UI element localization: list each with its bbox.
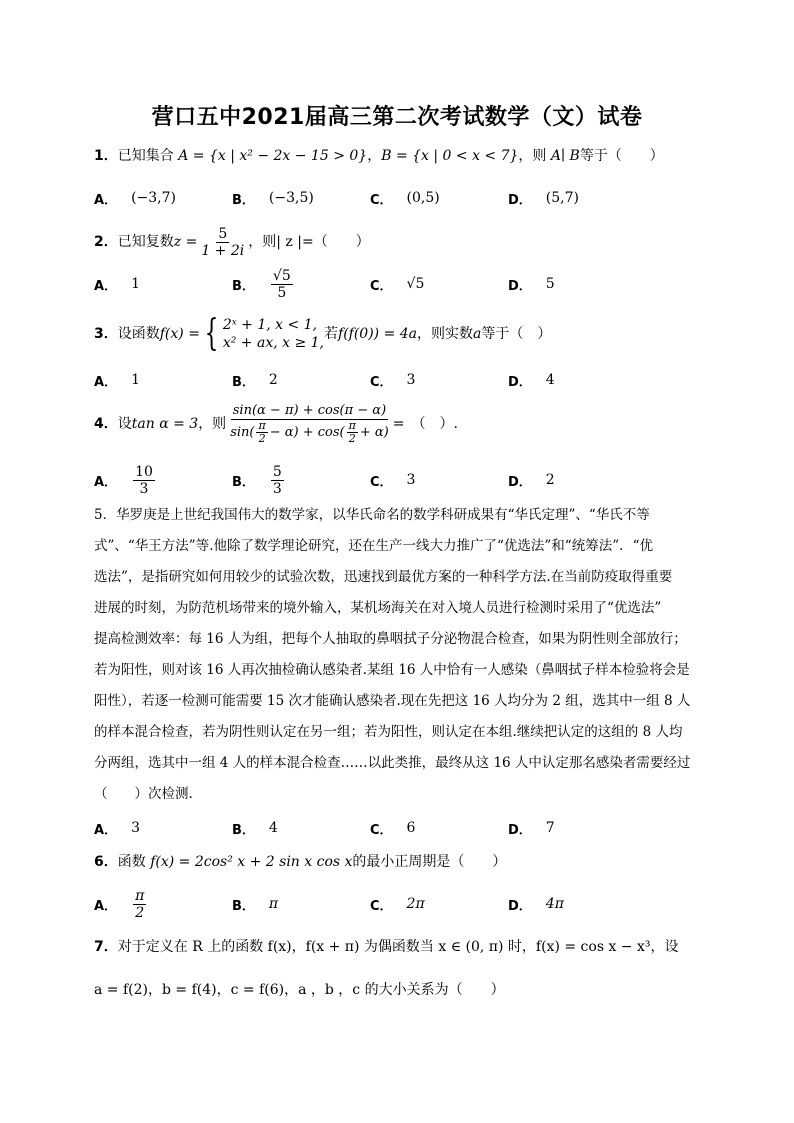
numerator: π xyxy=(348,419,356,432)
denominator: 5 xyxy=(277,284,287,301)
option-label: D． xyxy=(508,822,532,838)
denominator: 2 xyxy=(135,904,145,921)
denominator-part: sin( xyxy=(230,424,255,440)
option-label: C． xyxy=(370,822,393,838)
question-text: ，则| z |=（ ） xyxy=(248,234,370,250)
question-5 xyxy=(94,500,704,810)
option-label: D． xyxy=(508,278,532,294)
question-7-line-2 xyxy=(94,980,505,1000)
option-c xyxy=(370,884,425,924)
question-3 xyxy=(94,312,551,356)
option-c xyxy=(370,808,415,848)
piecewise xyxy=(200,313,325,354)
option-d xyxy=(508,884,564,924)
paragraph-line: 的样本混合检查，若为阴性则认定在另一组；若为阳性，则认定在本组.继续把认定的这组的 8 人均 xyxy=(94,724,683,740)
option-c xyxy=(370,360,415,400)
question-2 xyxy=(94,222,370,262)
option-value: 5 xyxy=(545,276,555,292)
paragraph-line: 5．华罗庚是上世纪我国伟大的数学家，以华氏命名的数学科研成果有“华氏定理”、“华氏不等 xyxy=(94,507,650,523)
numerator: π xyxy=(258,419,266,432)
question-number: 2． xyxy=(94,234,118,250)
condition: tan α = 3 xyxy=(131,416,199,432)
options-row xyxy=(94,460,714,500)
paragraph-line: 式”、“华王方法”等.他除了数学理论研究，还在生产一线大力推广了“优选法”和“统筹法”．“优 xyxy=(94,538,654,554)
option-label: B． xyxy=(232,192,255,208)
paragraph-line: 分两组，选其中一组 4 人的样本混合检查……以此类推，最终从这 16 人中认定那名感染者需要经过 xyxy=(94,755,691,771)
option-value: (5,7) xyxy=(545,190,579,206)
option-label: D． xyxy=(508,898,532,914)
option-d xyxy=(508,808,555,848)
option-b xyxy=(232,808,278,848)
question-number: 1． xyxy=(94,148,118,164)
question-number: 6． xyxy=(94,854,118,870)
option-value: 2 xyxy=(545,472,555,488)
option-c xyxy=(370,264,424,304)
numerator: π xyxy=(135,887,145,904)
option-label: A． xyxy=(94,474,118,490)
question-text: 等于（ ） xyxy=(481,326,552,342)
option-a xyxy=(94,884,148,924)
option-c xyxy=(370,178,440,218)
option-label: D． xyxy=(508,374,532,390)
options-row xyxy=(94,360,714,400)
question-text: = （ ）. xyxy=(392,416,458,432)
option-label: A． xyxy=(94,192,118,208)
option-d xyxy=(508,264,555,304)
paragraph-line: （ ）次检测. xyxy=(94,786,193,802)
option-label: B． xyxy=(232,474,255,490)
fraction xyxy=(228,403,391,445)
exam-title: 营口五中2021届高三第二次考试数学（文）试卷 xyxy=(151,105,643,130)
option-value: √5 xyxy=(406,276,425,292)
option-value: (−3,5) xyxy=(268,190,314,206)
option-label: C． xyxy=(370,374,393,390)
denominator: 3 xyxy=(139,480,149,497)
set-a: A = {x | x² − 2x − 15 > 0} xyxy=(178,148,368,164)
option-label: A． xyxy=(94,278,118,294)
option-a xyxy=(94,808,140,848)
numerator: √5 xyxy=(272,267,291,284)
numerator: 5 xyxy=(272,463,282,480)
option-label: D． xyxy=(508,192,532,208)
option-value: 6 xyxy=(406,820,416,836)
question-6 xyxy=(94,852,506,872)
option-value: 3 xyxy=(406,372,416,388)
option-d xyxy=(508,360,555,400)
option-value: 1 xyxy=(131,276,140,292)
left-brace-icon: { xyxy=(204,313,219,354)
paragraph-line: 提高检测效率：每 16 人为组，把每个人抽取的鼻咽拭子分泌物混合检查，如果为阴性则全部放行； xyxy=(94,631,687,647)
numerator: 10 xyxy=(135,463,153,480)
option-label: B． xyxy=(232,898,255,914)
option-a xyxy=(94,178,176,218)
option-label: B． xyxy=(232,374,255,390)
option-value: 4 xyxy=(268,820,278,836)
pi-over-2 xyxy=(347,420,358,445)
denominator: 2 xyxy=(348,432,356,445)
math-lhs: f(x) = xyxy=(159,326,200,342)
set-b: B = {x | 0 < x < 7} xyxy=(381,148,519,164)
option-value: (−3,7) xyxy=(131,190,176,206)
condition: f(f(0)) = 4a xyxy=(338,326,418,342)
question-text: a = f(2)，b = f(4)，c = f(6)，a ，b ，c 的大小关系为（ ） xyxy=(94,982,505,998)
question-number: 3． xyxy=(94,326,118,342)
option-label: D． xyxy=(508,474,532,490)
option-value: 3 xyxy=(131,820,140,836)
option-value: π xyxy=(268,896,279,912)
denominator: 1 + 2i xyxy=(201,242,245,259)
option-b xyxy=(232,178,314,218)
pi-over-2 xyxy=(256,420,267,445)
paragraph-line: 阳性），若逐一检测可能需要 15 次才能确认感染者.现在先把这 16 人均分为 2 组，选其中一组 8 人 xyxy=(94,693,691,709)
math-lhs: z = xyxy=(173,234,198,250)
question-text: 已知复数 xyxy=(117,234,174,250)
option-a xyxy=(94,360,140,400)
paragraph-line: 进展的时刻，为防范机场带来的境外输入，某机场海关在对入境人员进行检测时采用了“优选法” xyxy=(94,600,662,616)
option-label: C． xyxy=(370,898,393,914)
denominator-part: + α) xyxy=(359,424,389,440)
option-d xyxy=(508,178,579,218)
question-text: 设函数 xyxy=(117,326,160,342)
question-text: 若 xyxy=(324,326,339,342)
option-value: 1 xyxy=(131,372,140,388)
option-label: C． xyxy=(370,192,393,208)
numerator: 5 xyxy=(218,225,228,242)
option-b xyxy=(232,460,286,500)
variable: a xyxy=(473,326,482,342)
question-number: 4． xyxy=(94,416,118,432)
case-2: x² + ax, x ≥ 1, xyxy=(222,335,325,351)
question-7 xyxy=(94,937,679,957)
question-text: 函数 xyxy=(117,854,146,870)
option-label: A． xyxy=(94,374,118,390)
fraction xyxy=(271,268,293,301)
paragraph-line: 选法”，是指研究如何用较少的试验次数，迅速找到最优方案的一种科学方法.在当前防疫取得重要 xyxy=(94,569,673,585)
function-expression: f(x) = 2cos² x + 2 sin x cos x xyxy=(150,854,353,870)
denominator xyxy=(228,420,391,445)
options-row xyxy=(94,178,714,218)
set-expression: A∣ B xyxy=(550,148,580,164)
option-a xyxy=(94,460,157,500)
option-label: A． xyxy=(94,898,118,914)
option-value: 3 xyxy=(406,472,416,488)
paragraph-line: 若为阳性，则对该 16 人再次抽检确认感染者.某组 16 人中恰有一人感染（鼻咽拭子样本检验将会是 xyxy=(94,662,690,678)
options-row xyxy=(94,808,714,848)
option-label: B． xyxy=(232,278,255,294)
question-1 xyxy=(94,146,664,166)
question-text: ，则 xyxy=(518,148,547,164)
option-b xyxy=(232,360,278,400)
option-value: 2π xyxy=(406,896,425,912)
question-text: 已知集合 xyxy=(117,148,174,164)
option-c xyxy=(370,460,415,500)
option-label: C． xyxy=(370,278,393,294)
question-text: 等于（ ） xyxy=(579,148,664,164)
denominator: 2 xyxy=(258,432,266,445)
option-label: B． xyxy=(232,822,255,838)
separator: ， xyxy=(367,148,382,164)
question-text: ，则实数 xyxy=(417,326,474,342)
fraction xyxy=(271,464,284,497)
option-label: C． xyxy=(370,474,393,490)
denominator: 3 xyxy=(272,480,282,497)
fraction xyxy=(133,464,155,497)
option-value: (0,5) xyxy=(406,190,440,206)
option-b xyxy=(232,264,295,304)
options-row xyxy=(94,884,714,924)
numerator: sin(α − π) + cos(π − α) xyxy=(232,403,387,418)
fraction xyxy=(133,888,146,921)
question-4 xyxy=(94,400,458,448)
option-value: 4π xyxy=(545,896,564,912)
option-a xyxy=(94,264,140,304)
fraction xyxy=(199,226,246,259)
option-value: 2 xyxy=(268,372,278,388)
question-number: 7． xyxy=(94,939,118,955)
case-1: 2ˣ + 1, x < 1, xyxy=(222,317,318,333)
question-text: ，则 xyxy=(198,416,227,432)
denominator-part: − α) + cos( xyxy=(269,424,345,440)
option-value: 7 xyxy=(545,820,555,836)
option-label: A． xyxy=(94,822,118,838)
question-text: 的最小正周期是（ ） xyxy=(352,854,507,870)
options-row xyxy=(94,264,714,304)
option-d xyxy=(508,460,555,500)
option-value: 4 xyxy=(545,372,555,388)
question-text: 对于定义在 R 上的函数 f(x)，f(x + π) 为偶函数当 x ∈ (0, π) 时，f(x) = cos x − x³，设 xyxy=(117,939,679,955)
question-text: 设 xyxy=(117,416,132,432)
option-b xyxy=(232,884,278,924)
